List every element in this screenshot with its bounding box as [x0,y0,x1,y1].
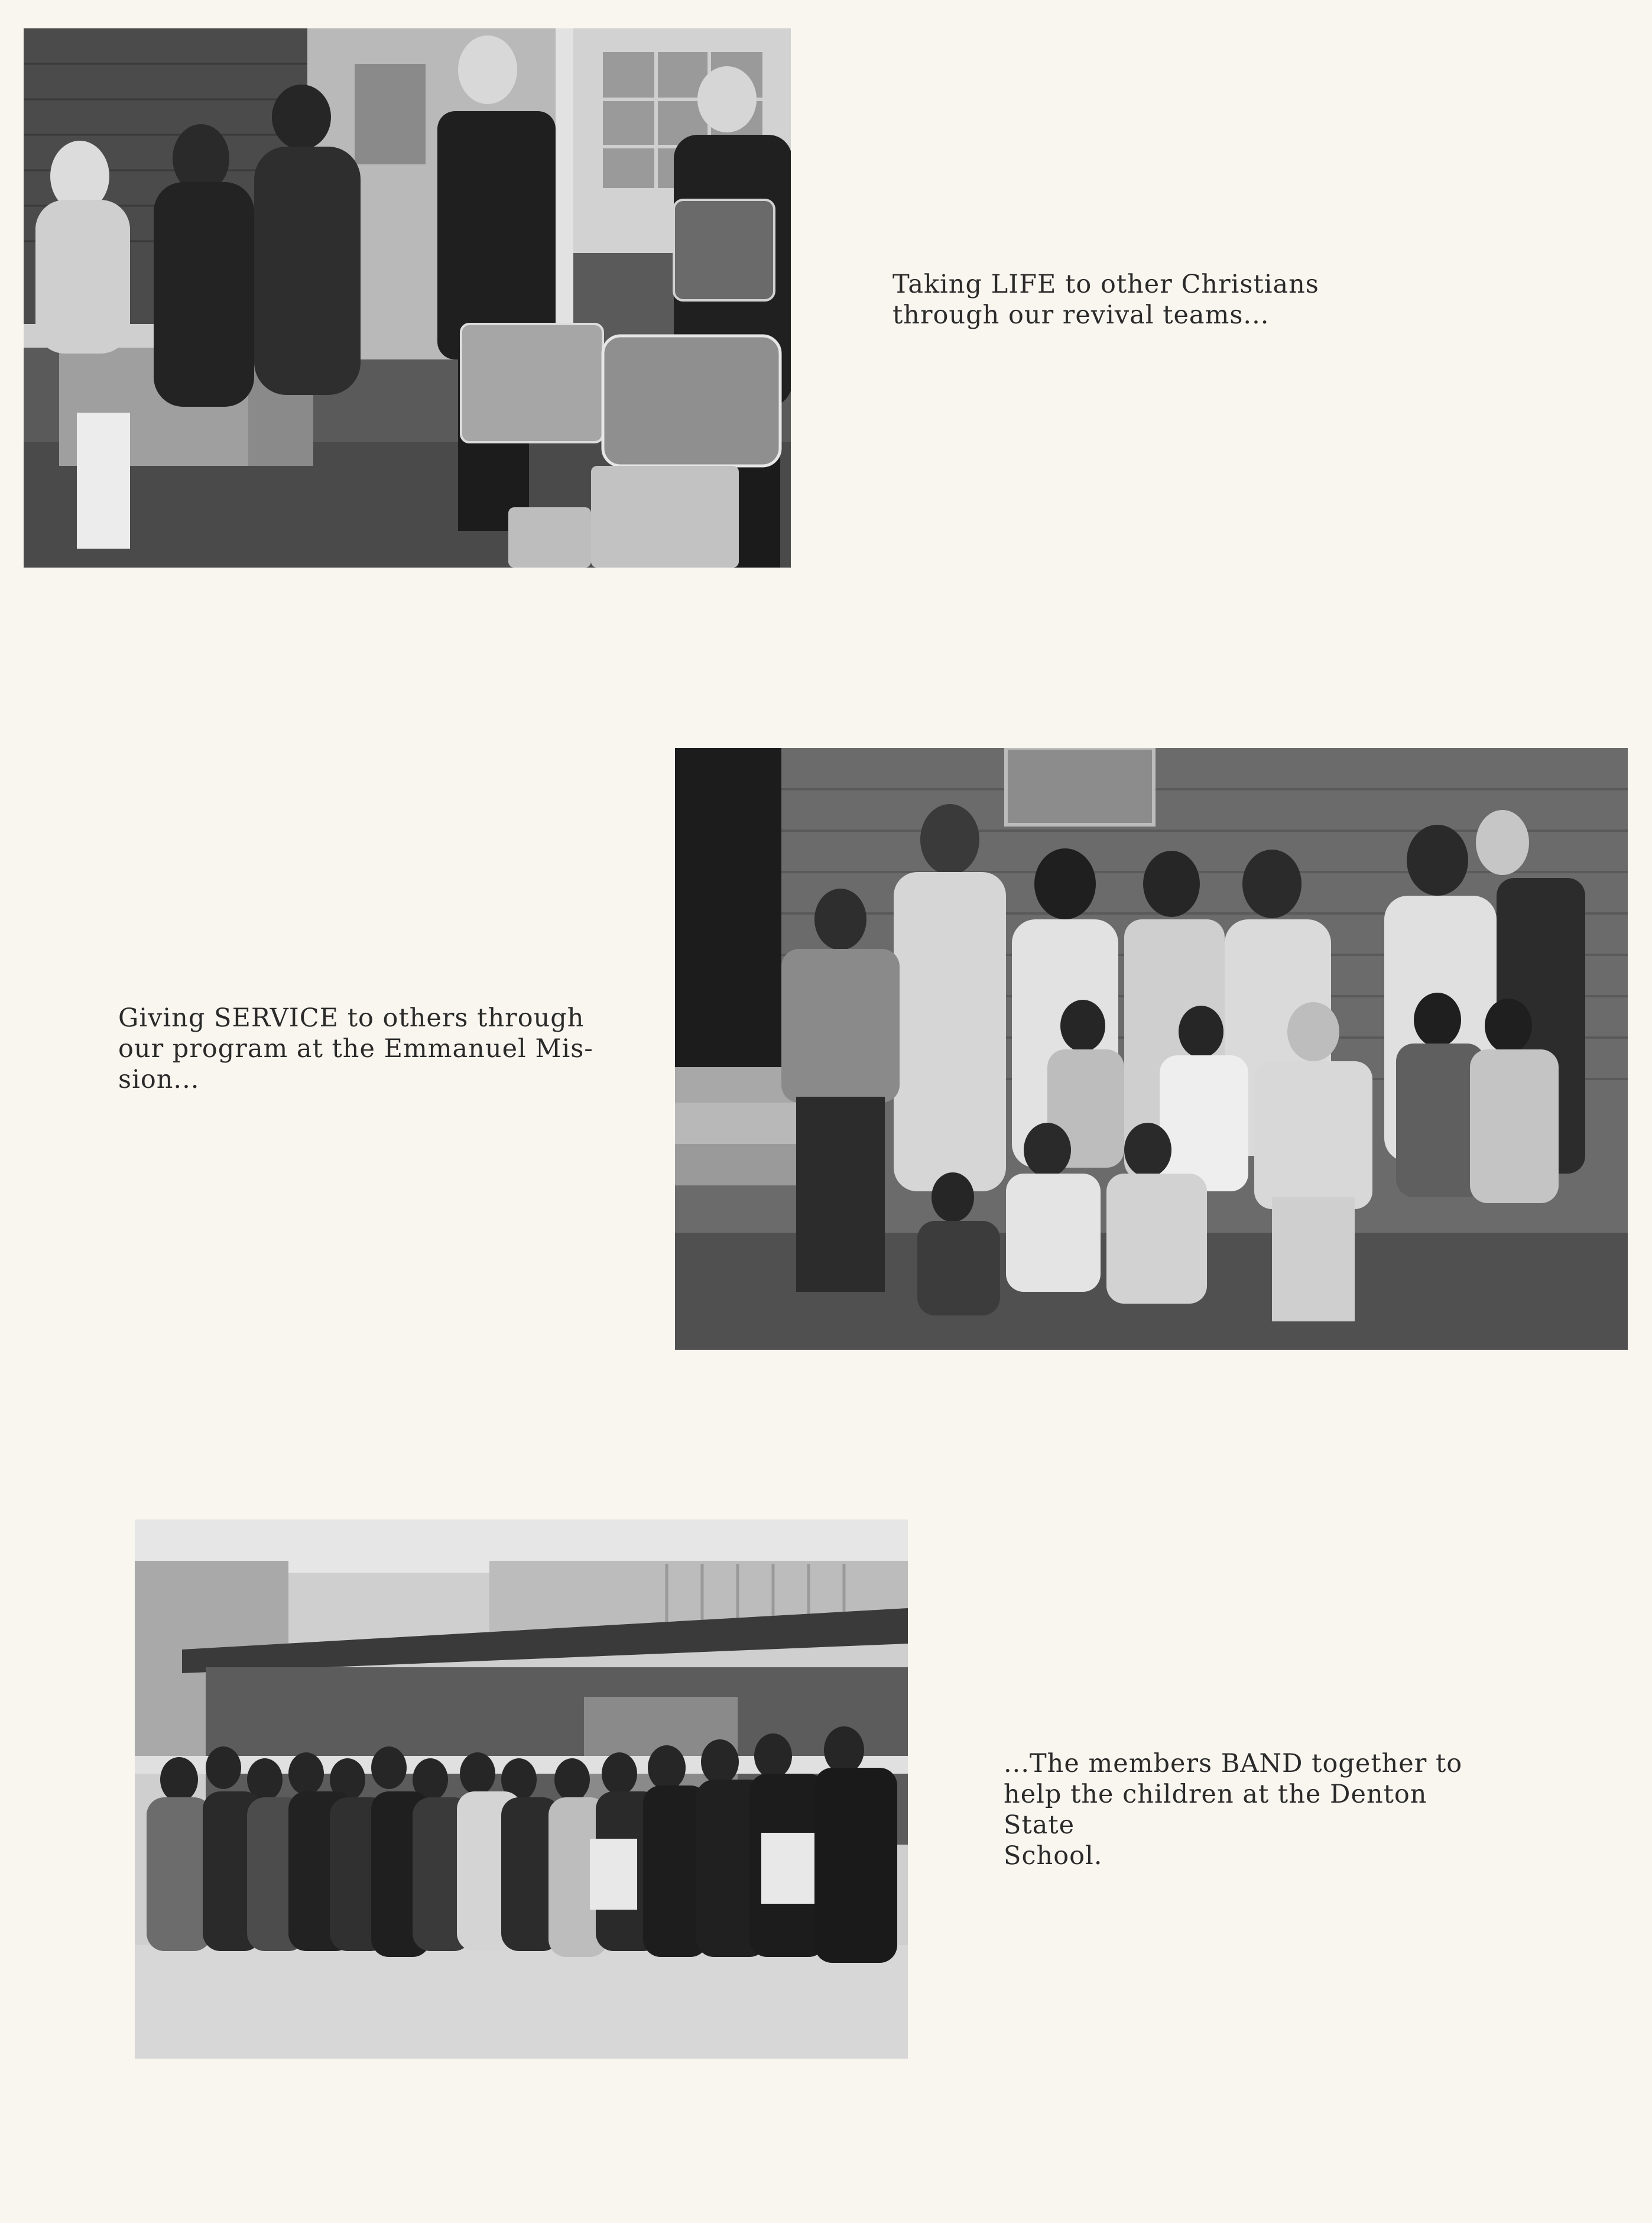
emmanuel-mission-photo [675,748,1628,1350]
denton-group-photo [135,1519,908,2059]
revival-team-photo [24,28,791,568]
revival-caption: Taking LIFE to other Christians through our revival teams... [892,270,1319,330]
denton-caption: ...The members BAND together to help the children at the Denton State School. [1004,1749,1463,1871]
mission-caption: Giving SERVICE to others through our program at the Emmanuel Mis- sion... [118,1003,593,1094]
